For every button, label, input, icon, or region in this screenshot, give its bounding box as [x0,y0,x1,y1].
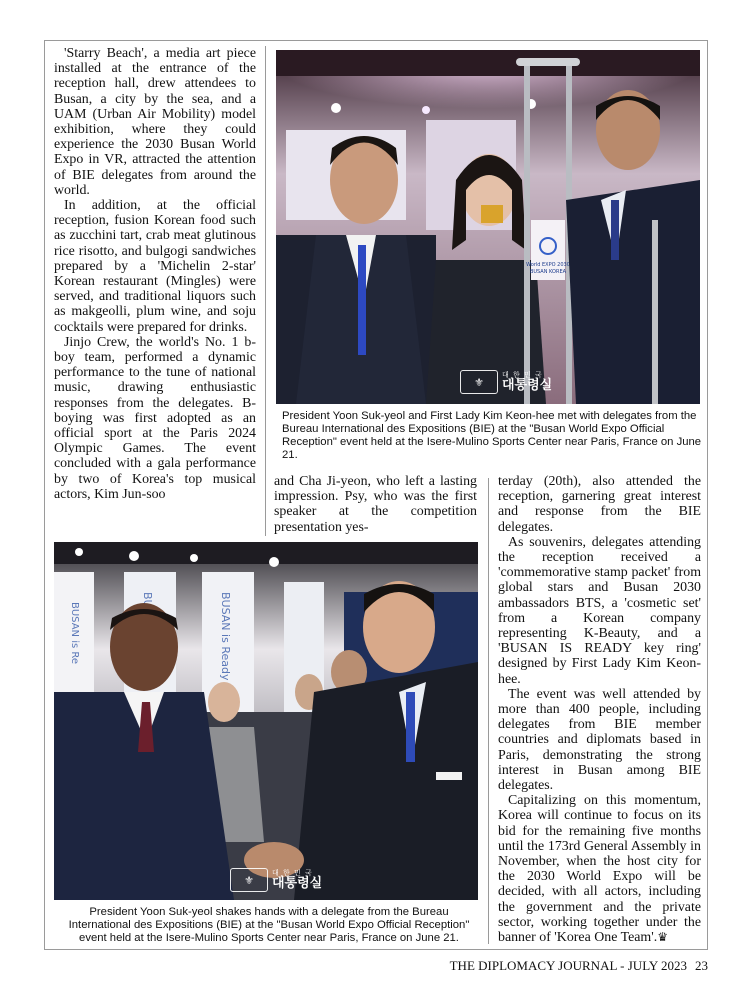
paragraph-text: Capitalizing on this momentum, Korea will continue to focus on its bid for the remaining five months until the 173rd General Assembly in November, when the host city for the 2030 World Expo will be decided, with all actors, including the government and the private sector, working together under the banner of 'Korea One Team'. [498,793,701,946]
photo-handshake [54,542,478,900]
svg-text:BUSAN KOREA: BUSAN KOREA [529,269,567,275]
end-mark-icon: ♛ [657,930,668,945]
phoenix-emblem-icon: ⚜ [230,868,268,892]
banner-text: BUSAN is Ready [219,592,232,681]
publication-name: THE DIPLOMACY JOURNAL - JULY 2023 [449,958,687,973]
watermark-logo [460,370,552,394]
article-column-3 [498,474,701,945]
page-number: 23 [695,958,708,973]
paragraph: 'Starry Beach', a media art piece installed at the entrance of the reception hall, drew attendees to Busan, a city by the sea, and a UAM (Urban Air Mobility) model exhibition, where they could experience the 2030 Busan World Expo in VR, attracted the attention of BIE delegates from around the world. [54,46,256,198]
watermark-big-text: 대통령실 [272,876,323,891]
watermark-logo [230,868,322,892]
paragraph [498,793,701,945]
article-column-2 [274,474,477,535]
phoenix-emblem-icon: ⚜ [460,370,498,394]
article-column-1 [54,46,256,502]
paragraph: and Cha Ji-yeon, who left a lasting impression. Psy, who was the first speaker at the competition presentation yes- [274,474,477,535]
svg-text:World EXPO 2030: World EXPO 2030 [526,262,570,268]
column-divider [265,46,266,536]
page-footer [0,958,708,974]
column-divider [488,478,489,944]
photo-caption: President Yoon Suk-yeol shakes hands with a delegate from the Bureau International des Expositions (BIE) at the "Busan World Expo Official Reception" event held at the Isere-Mulino Sports Center near Paris, France on June 21. [68,906,470,944]
paragraph: The event was well attended by more than 400 people, including delegates from BIE member countries and diplomats based in Paris, demonstrating the strong interest in Busan among BIE delegates. [498,686,701,794]
photo-caption: President Yoon Suk-yeol and First Lady Kim Keon-hee met with delegates from the Bureau International des Expositions (BIE) at the "Busan World Expo Official Reception" event held at the Isere-Mulino Sports Center near Paris, France on June 21. [282,410,702,461]
paragraph: terday (20th), also attended the reception, garnering great interest and response from the BIE delegates. [498,474,701,535]
photo-president-first-lady [276,50,700,404]
paragraph: Jinjo Crew, the world's No. 1 b-boy team, performed a dynamic performance to the tune of national music, drawing enthusiastic responses from the delegates. B-boying was first adopted as an official sport at the Paris 2024 Olympic Games. The event concluded with a gala performance by two of Korea's top musical actors, Kim Jun-soo [54,334,256,502]
svg-text:BUSAN is Re: BUSAN is Re [69,602,80,665]
watermark-small-text: 대 한 민 국 [272,869,313,877]
watermark-small-text: 대 한 민 국 [502,371,543,379]
watermark-big-text: 대통령실 [502,378,553,393]
paragraph: In addition, at the official reception, fusion Korean food such as zucchini tart, crab meat glutinous rice risotto, and bulgogi sandwiches prepared by a 'Michelin 2-star' Korean restaurant (Mingles) were served, and traditional liquors such as makgeolli, plum wine, and soju cocktails were prepared for drinks. [54,198,256,335]
paragraph: As souvenirs, delegates attending the reception received a 'commemorative stamp packet' from global stars and Busan 2030 ambassadors BTS, a 'cosmetic set' from a Korean company representing K-Beauty, and a 'BUSAN IS READY key ring' designed by First Lady Kim Keon-hee. [498,534,701,687]
